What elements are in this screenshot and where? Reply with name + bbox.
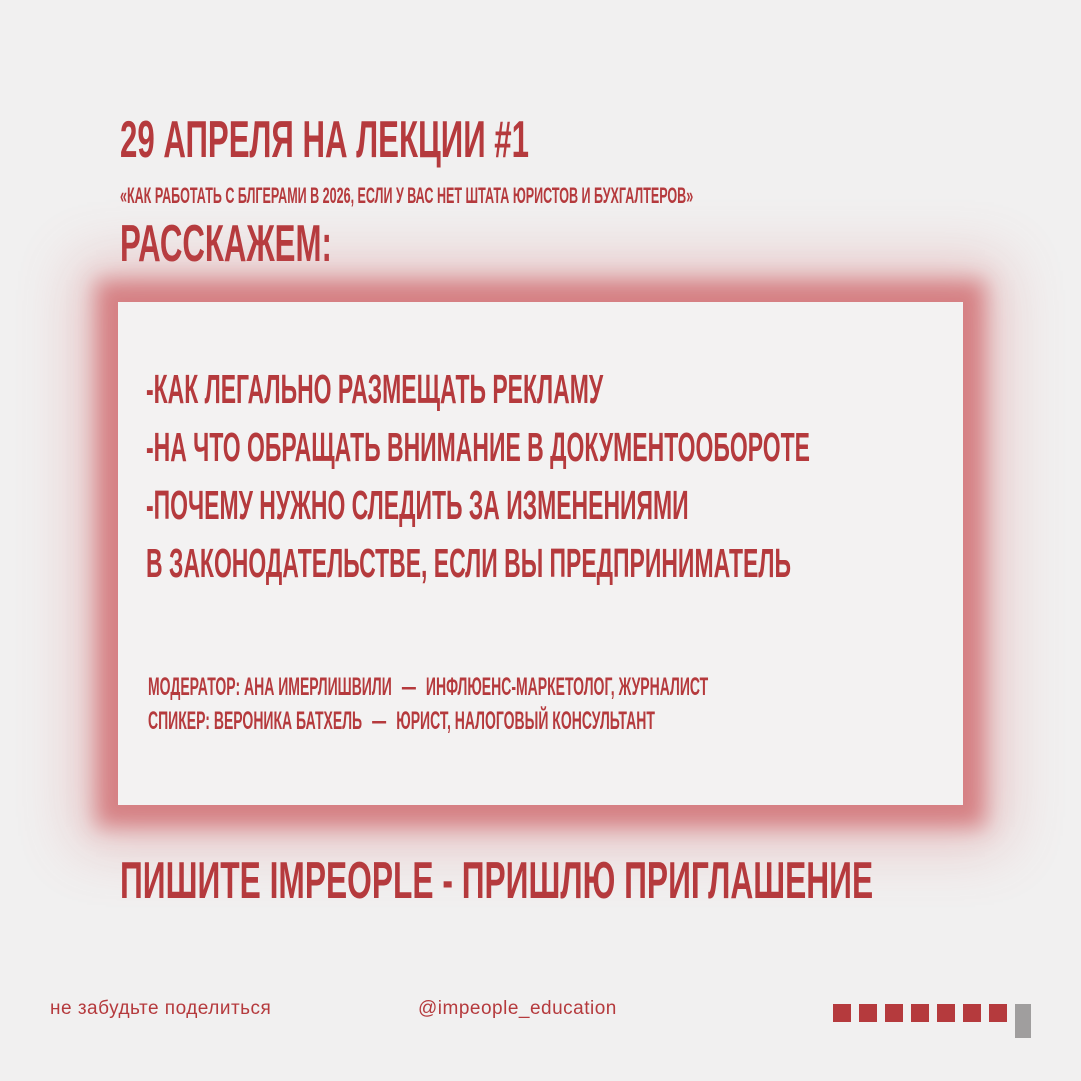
slide-indicator xyxy=(833,1004,1031,1038)
call-to-action: ПИШИТЕ IMPEOPLE - ПРИШЛЮ ПРИГЛАШЕНИЕ xyxy=(120,852,874,910)
moderator-name: АНА ИМЕРЛИШВИЛИ xyxy=(244,673,392,701)
topic-item: -КАК ЛЕГАЛЬНО РАЗМЕЩАТЬ РЕКЛАМУ xyxy=(146,366,604,412)
slide-dot xyxy=(859,1004,877,1022)
speaker-role: СПИКЕР: xyxy=(148,707,210,735)
topic-item: В ЗАКОНОДАТЕЛЬСТВЕ, ЕСЛИ ВЫ ПРЕДПРИНИМАТЕЛЬ xyxy=(146,540,791,586)
topic-item: -НА ЧТО ОБРАЩАТЬ ВНИМАНИЕ В ДОКУМЕНТООБОРОТЕ xyxy=(146,424,810,470)
slide-dot xyxy=(989,1004,1007,1022)
account-handle[interactable]: @impeople_education xyxy=(418,998,617,1019)
slide-dot xyxy=(963,1004,981,1022)
headline: 29 АПРЕЛЯ НА ЛЕКЦИИ #1 xyxy=(120,111,530,169)
share-reminder: не забудьте поделиться xyxy=(50,998,272,1019)
slide-dot xyxy=(911,1004,929,1022)
people-list xyxy=(148,670,1081,738)
section-heading: РАССКАЖЕМ: xyxy=(120,215,332,273)
dash: — xyxy=(372,707,387,735)
speaker-name: ВЕРОНИКА БАТХЕЛЬ xyxy=(213,707,363,735)
slide-dot xyxy=(833,1004,851,1022)
speaker-line xyxy=(148,704,708,738)
moderator-title: ИНФЛЮЕНС-МАРКЕТОЛОГ, ЖУРНАЛИСТ xyxy=(425,673,709,701)
slide-dot-active xyxy=(1015,1004,1031,1038)
slide-dot xyxy=(885,1004,903,1022)
topics-list xyxy=(146,360,1081,592)
speaker-title: ЮРИСТ, НАЛОГОВЫЙ КОНСУЛЬТАНТ xyxy=(396,707,655,735)
slide-dot xyxy=(937,1004,955,1022)
moderator-line xyxy=(148,670,708,704)
lecture-title: «КАК РАБОТАТЬ С БЛГЕРАМИ В 2026, ЕСЛИ У ВАС НЕТ ШТАТА ЮРИСТОВ И БУХГАЛТЕРОВ» xyxy=(120,183,694,208)
dash: — xyxy=(401,673,416,701)
topics-card xyxy=(118,302,963,805)
moderator-role: МОДЕРАТОР: xyxy=(148,673,241,701)
topic-item: -ПОЧЕМУ НУЖНО СЛЕДИТЬ ЗА ИЗМЕНЕНИЯМИ xyxy=(146,482,689,528)
